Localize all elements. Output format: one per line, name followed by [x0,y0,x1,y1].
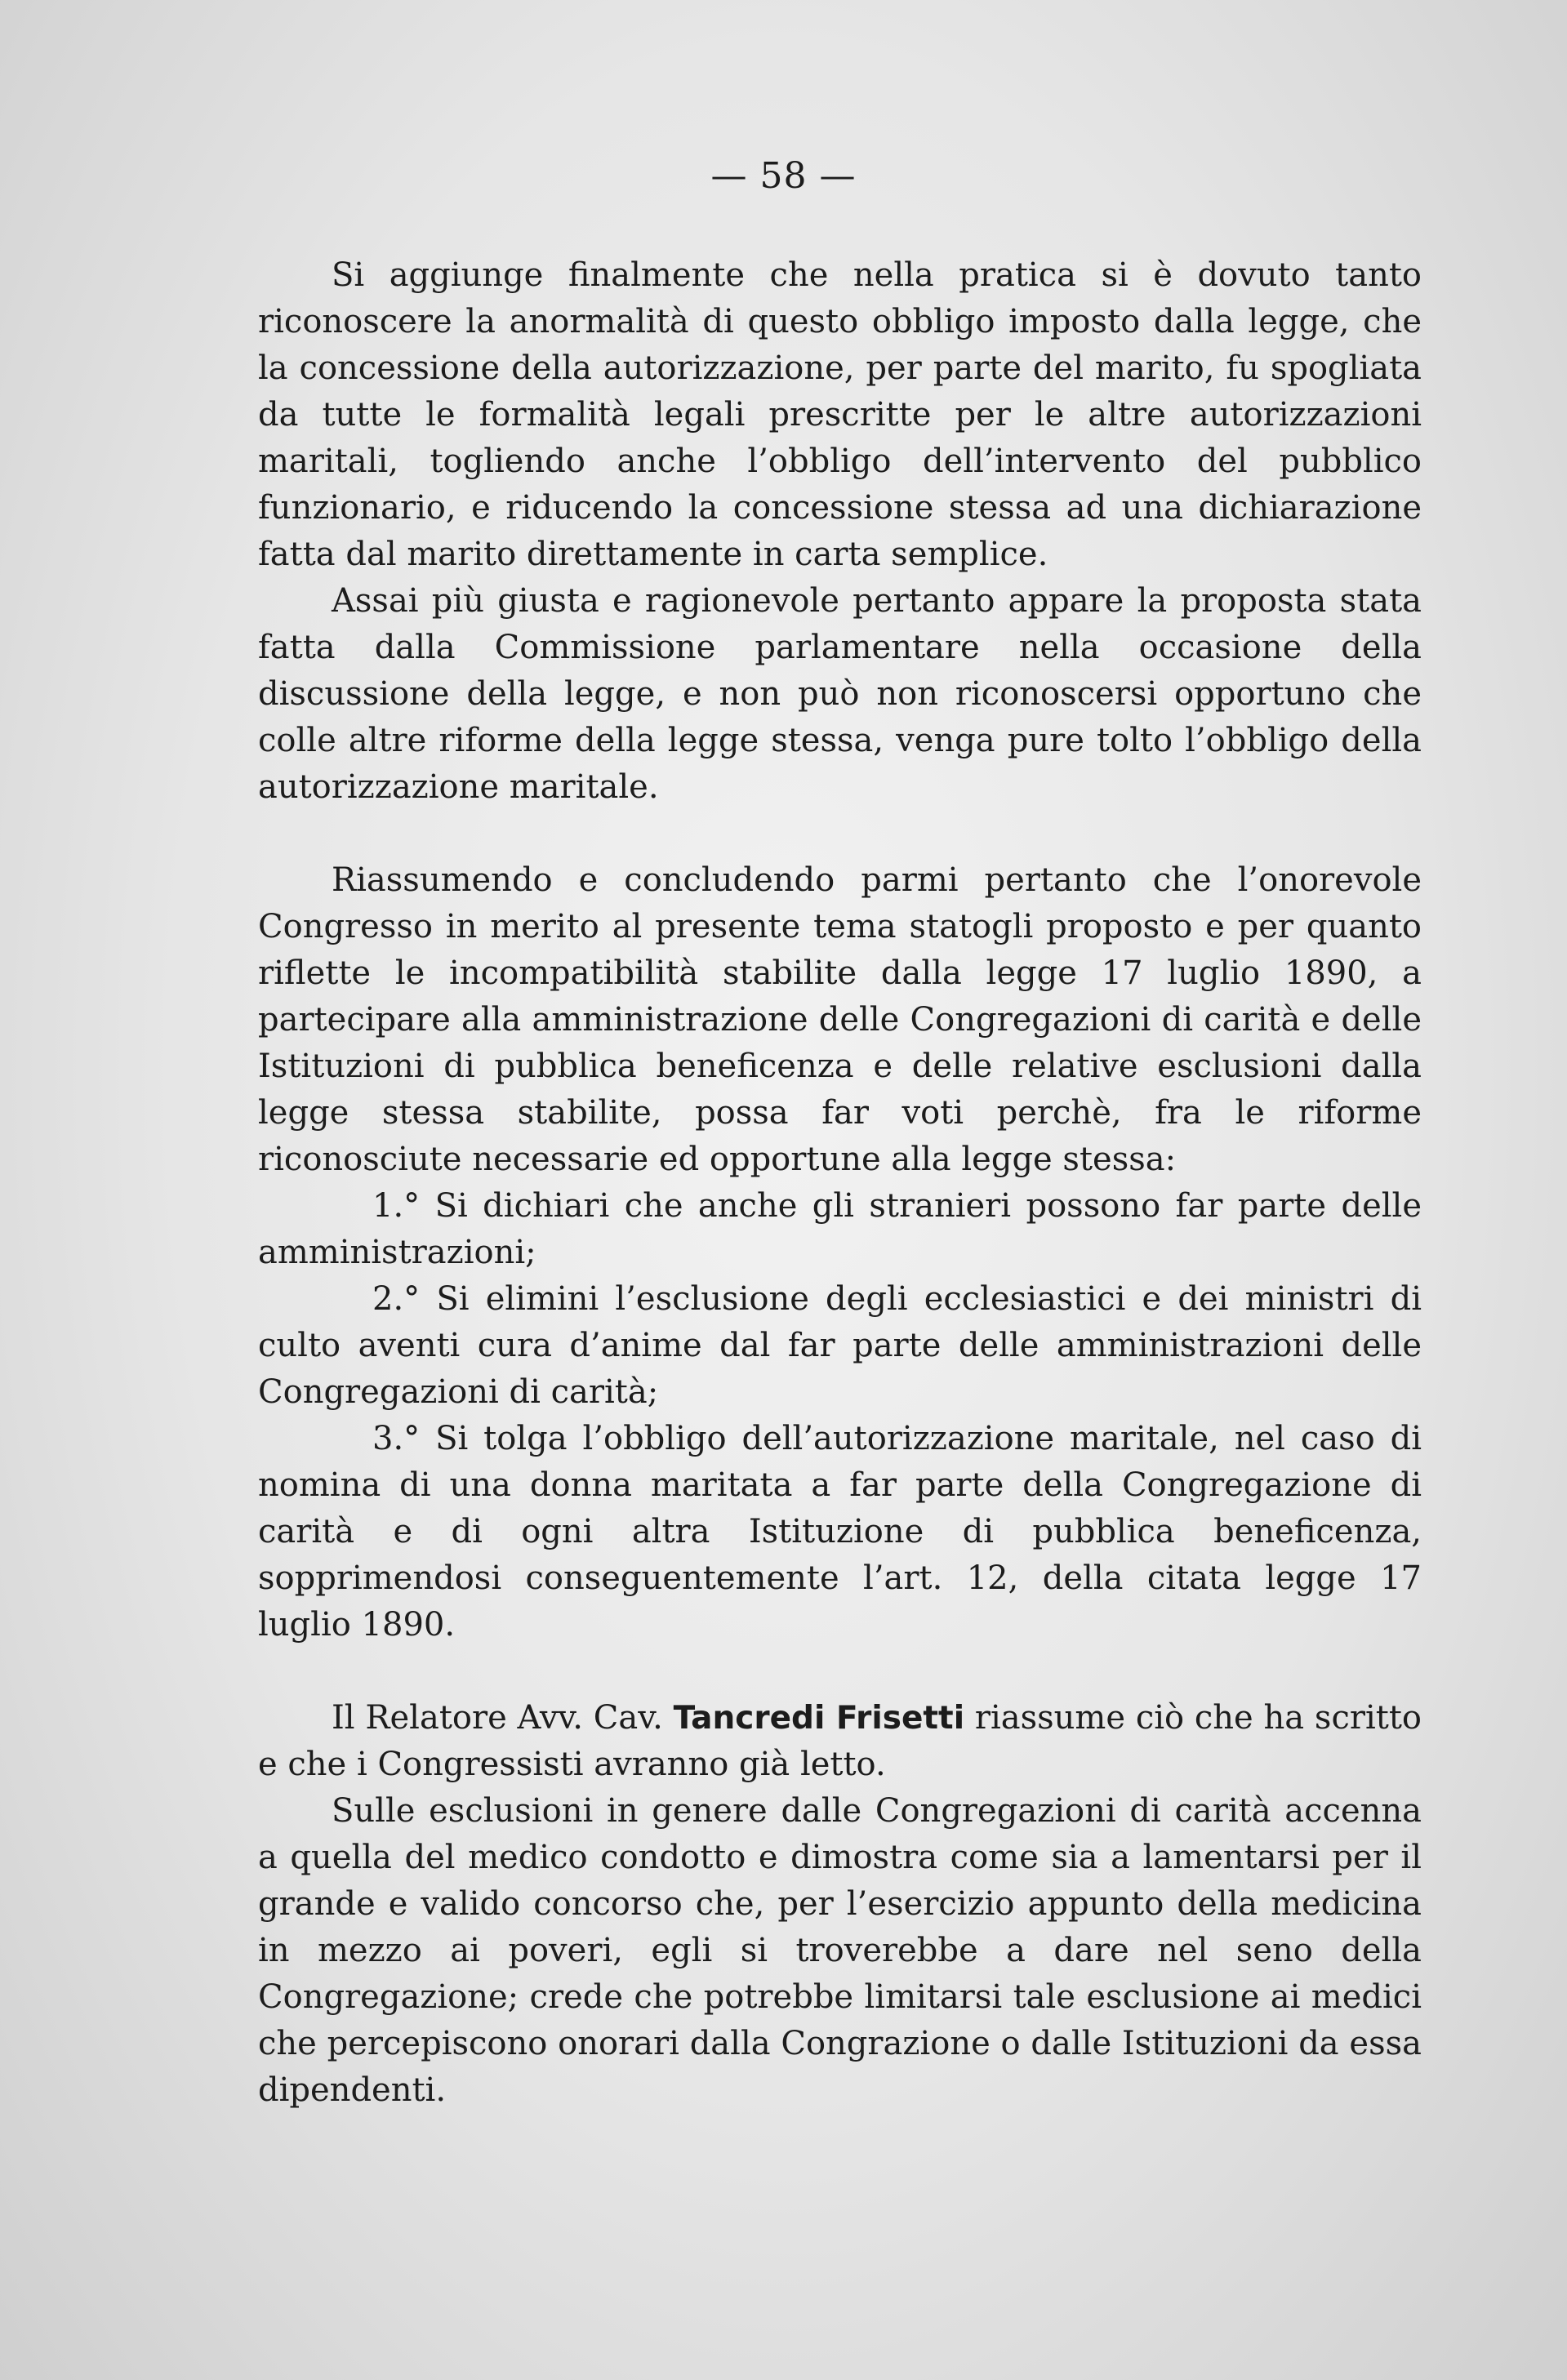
body-text [258,252,1422,2114]
paragraph-4 [258,1695,1422,1788]
paragraph-4-rest: riassume ciò che ha scritto e che i Congressisti avranno già letto. [258,1699,1422,1783]
page-number: — 58 — [710,155,857,197]
paragraph-4-intro: Il Relatore Avv. Cav. [332,1699,674,1737]
paragraph-2: Assai più giusta e ragionevole pertanto appare la proposta stata fatta dalla Commissione parlamentare nella occasione della discussione della legge, e non può non riconoscersi opportuno che colle altre riforme della legge stessa, venga pure tolto l’obbligo della autorizzazione maritale. [258,582,1422,806]
paragraph-gap [258,1648,1422,1695]
list-item-3: 3.° Si tolga l’obbligo dell’autorizzazione maritale, nel caso di nomina di una donna maritata a far parte della Congregazione di carità e di ogni altra Istituzione di pubblica beneficenza, sopprimendosi conseguentemente l’art. 12, della citata legge 17 luglio 1890. [258,1420,1422,1644]
paragraph-3: Riassumendo e concludendo parmi pertanto che l’onorevole Congresso in merito al presente tema statogli proposto e per quanto riflette le incompatibilità stabilite dalla legge 17 luglio 1890, a partecipare alla amministrazione delle Congregazioni di carità e delle Istituzioni di pubblica beneficenza e delle relative esclusioni dalla legge stessa stabilite, possa far voti perchè, fra le riforme riconosciute necessarie ed opportune alla legge stessa: [258,861,1422,1178]
paragraph-1: Si aggiunge finalmente che nella pratica si è dovuto tanto riconoscere la anormalità di questo obbligo imposto dalla legge, che la concessione della autorizzazione, per parte del marito, fu spogliata da tutte le formalità legali prescritte per le altre autorizzazioni maritali, togliendo anche l’obbligo dell’intervento del pubblico funzionario, e riducendo la concessione stessa ad una dichiarazione fatta dal marito direttamente in carta semplice. [258,256,1422,573]
speaker-name: Tancredi Frisetti [673,1700,965,1737]
paragraph-5: Sulle esclusioni in genere dalle Congregazioni di carità accenna a quella del medico condotto e dimostra come sia a lamentarsi per il grande e valido concorso che, per l’esercizio appunto della medicina in mezzo ai poveri, egli si troverebbe a dare nel seno della Congregazione; crede che potrebbe limitarsi tale esclusione ai medici che percepiscono onorari dalla Congrazione o dalle Istituzioni da essa dipendenti. [258,1792,1422,2109]
paragraph-gap [258,811,1422,857]
list-item-2: 2.° Si elimini l’esclusione degli ecclesiastici e dei ministri di culto aventi cura d’anime dal far parte delle amministrazioni delle Congregazioni di carità; [258,1280,1422,1411]
list-item-1: 1.° Si dichiari che anche gli stranieri possono far parte delle amministrazioni; [258,1187,1422,1271]
